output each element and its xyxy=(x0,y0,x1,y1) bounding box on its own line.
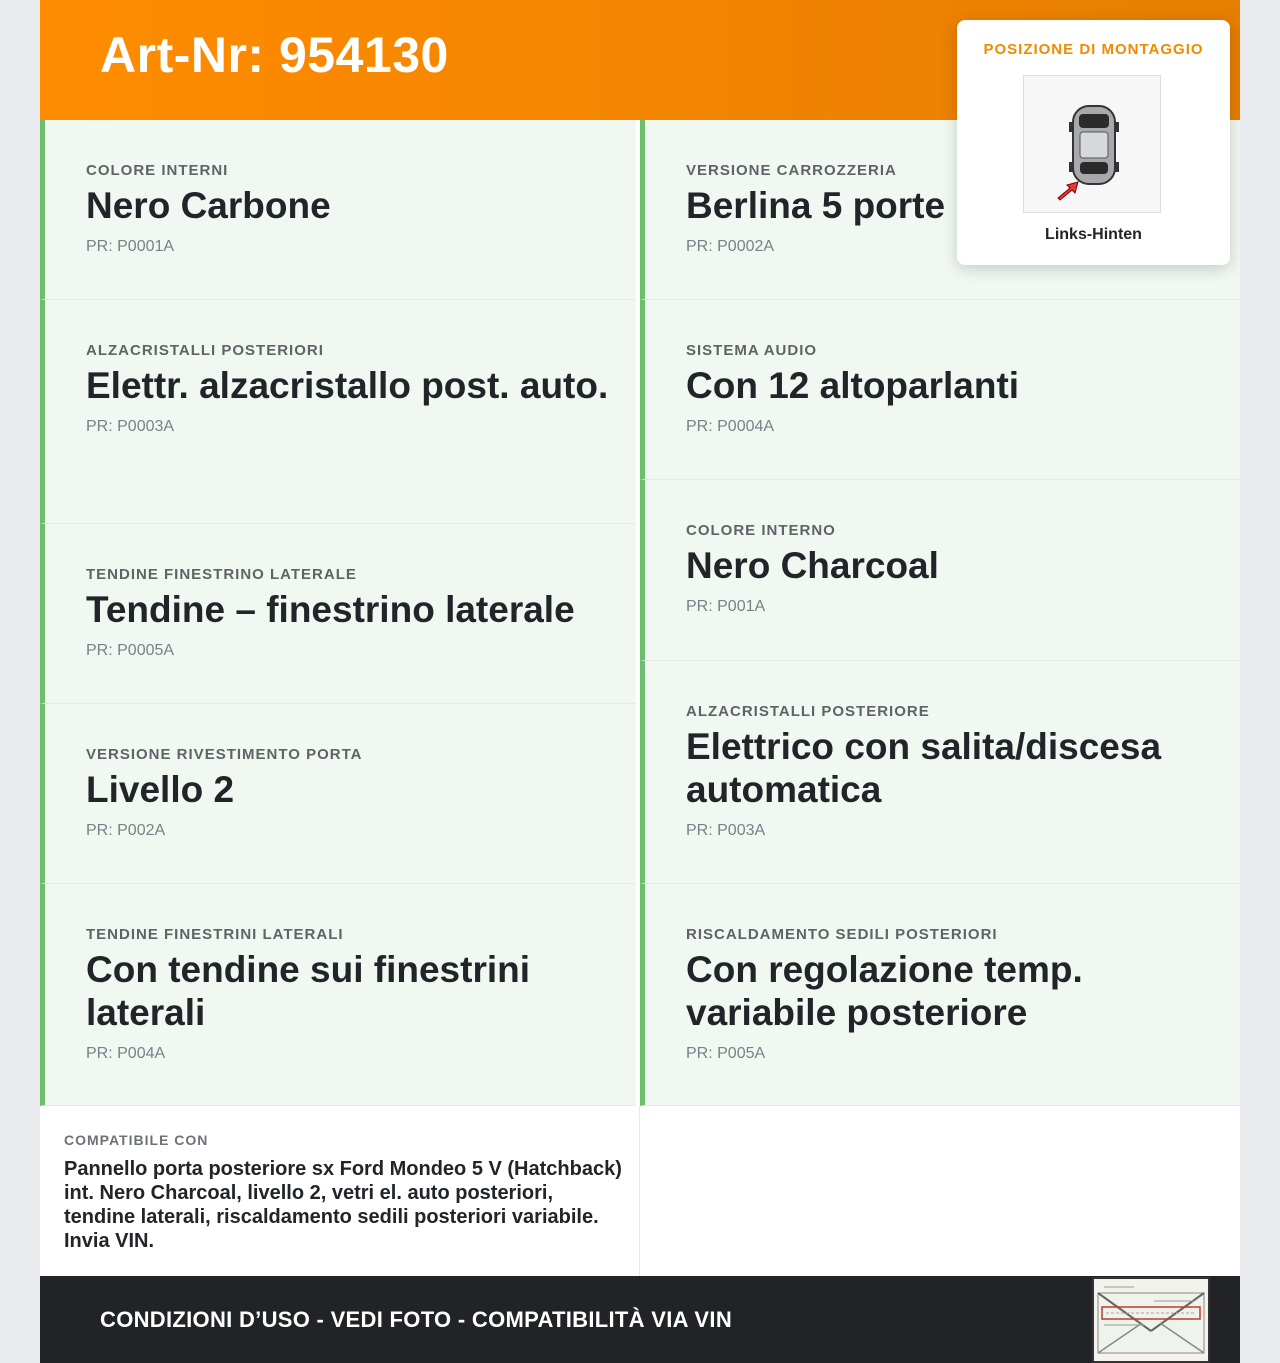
spec-value: Elettrico con salita/discesa automatica xyxy=(686,726,1162,810)
envelope-icon xyxy=(1094,1279,1208,1361)
spec-value: Con tendine sui finestrini laterali xyxy=(86,949,531,1033)
spec-code: PR: P003A xyxy=(686,822,766,839)
mounting-position-title: POSIZIONE DI MONTAGGIO xyxy=(983,41,1204,58)
spec-label: VERSIONE RIVESTIMENTO PORTA xyxy=(86,746,363,763)
spec-code: PR: P0002A xyxy=(686,238,775,255)
spec-value: Livello 2 xyxy=(86,769,235,810)
spec-card xyxy=(40,524,636,704)
spec-label: ALZACRISTALLI POSTERIORI xyxy=(86,342,324,359)
spec-value: Berlina 5 porte xyxy=(686,185,946,226)
spec-code: PR: P001A xyxy=(686,598,766,615)
spec-card xyxy=(40,300,636,524)
document-thumbnail[interactable] xyxy=(1092,1277,1210,1363)
spec-code: PR: P0003A xyxy=(86,418,175,435)
compatibility-text: Pannello porta posteriore sx Ford Mondeo 5 V (Hatchback) int. Nero Charcoal, livello 2, vetri el. auto posteriori, tendine laterali, riscaldamento sedili posteriori variabile. Invia VIN. xyxy=(64,1158,622,1252)
spec-code: PR: P002A xyxy=(86,822,166,839)
spec-value: Con 12 altoparlanti xyxy=(686,365,1020,406)
spec-card xyxy=(40,120,636,300)
spec-code: PR: P004A xyxy=(86,1045,166,1062)
footer-text: CONDIZIONI D’USO - VEDI FOTO - COMPATIBILITÀ VIA VIN xyxy=(100,1307,733,1332)
spec-value: Elettr. alzacristallo post. auto. xyxy=(86,365,609,406)
specs-grid xyxy=(40,120,1240,1106)
spec-code: PR: P0001A xyxy=(86,238,175,255)
spec-card xyxy=(640,480,1240,661)
compatibility-label: COMPATIBILE CON xyxy=(64,1132,209,1148)
spec-label: SISTEMA AUDIO xyxy=(686,342,818,359)
article-number-title: Art-Nr: 954130 xyxy=(100,27,449,83)
spec-label: TENDINE FINESTRINI LATERALI xyxy=(86,926,344,943)
spec-label: RISCALDAMENTO SEDILI POSTERIORI xyxy=(686,926,998,943)
spec-label: TENDINE FINESTRINO LATERALE xyxy=(86,566,357,583)
specs-column-left xyxy=(40,120,640,1106)
spec-code: PR: P0005A xyxy=(86,642,175,659)
spec-card xyxy=(640,884,1240,1106)
spec-label: COLORE INTERNO xyxy=(686,522,836,539)
spec-code: PR: P005A xyxy=(686,1045,766,1062)
car-topview-image xyxy=(1023,75,1161,213)
page xyxy=(40,0,1240,1363)
spec-code: PR: P0004A xyxy=(686,418,775,435)
specs-column-right xyxy=(640,120,1240,1106)
spec-value: Con regolazione temp. variabile posteriore xyxy=(686,949,1083,1033)
spec-value: Tendine – finestrino laterale xyxy=(86,589,575,630)
spec-card xyxy=(40,704,636,884)
spec-card xyxy=(640,661,1240,884)
spec-label: COLORE INTERNI xyxy=(86,162,229,179)
spec-card xyxy=(40,884,636,1106)
spec-card xyxy=(640,300,1240,480)
footer-bar xyxy=(40,1276,1240,1363)
car-topview-icon xyxy=(1024,76,1160,212)
spec-label: ALZACRISTALLI POSTERIORE xyxy=(686,703,930,720)
spec-label: VERSIONE CARROZZERIA xyxy=(686,162,897,179)
spec-value: Nero Carbone xyxy=(86,185,331,226)
mounting-position-label: Links-Hinten xyxy=(1045,226,1142,243)
compatibility-section xyxy=(40,1106,640,1276)
spec-value: Nero Charcoal xyxy=(686,545,939,586)
mounting-position-card xyxy=(957,20,1230,265)
